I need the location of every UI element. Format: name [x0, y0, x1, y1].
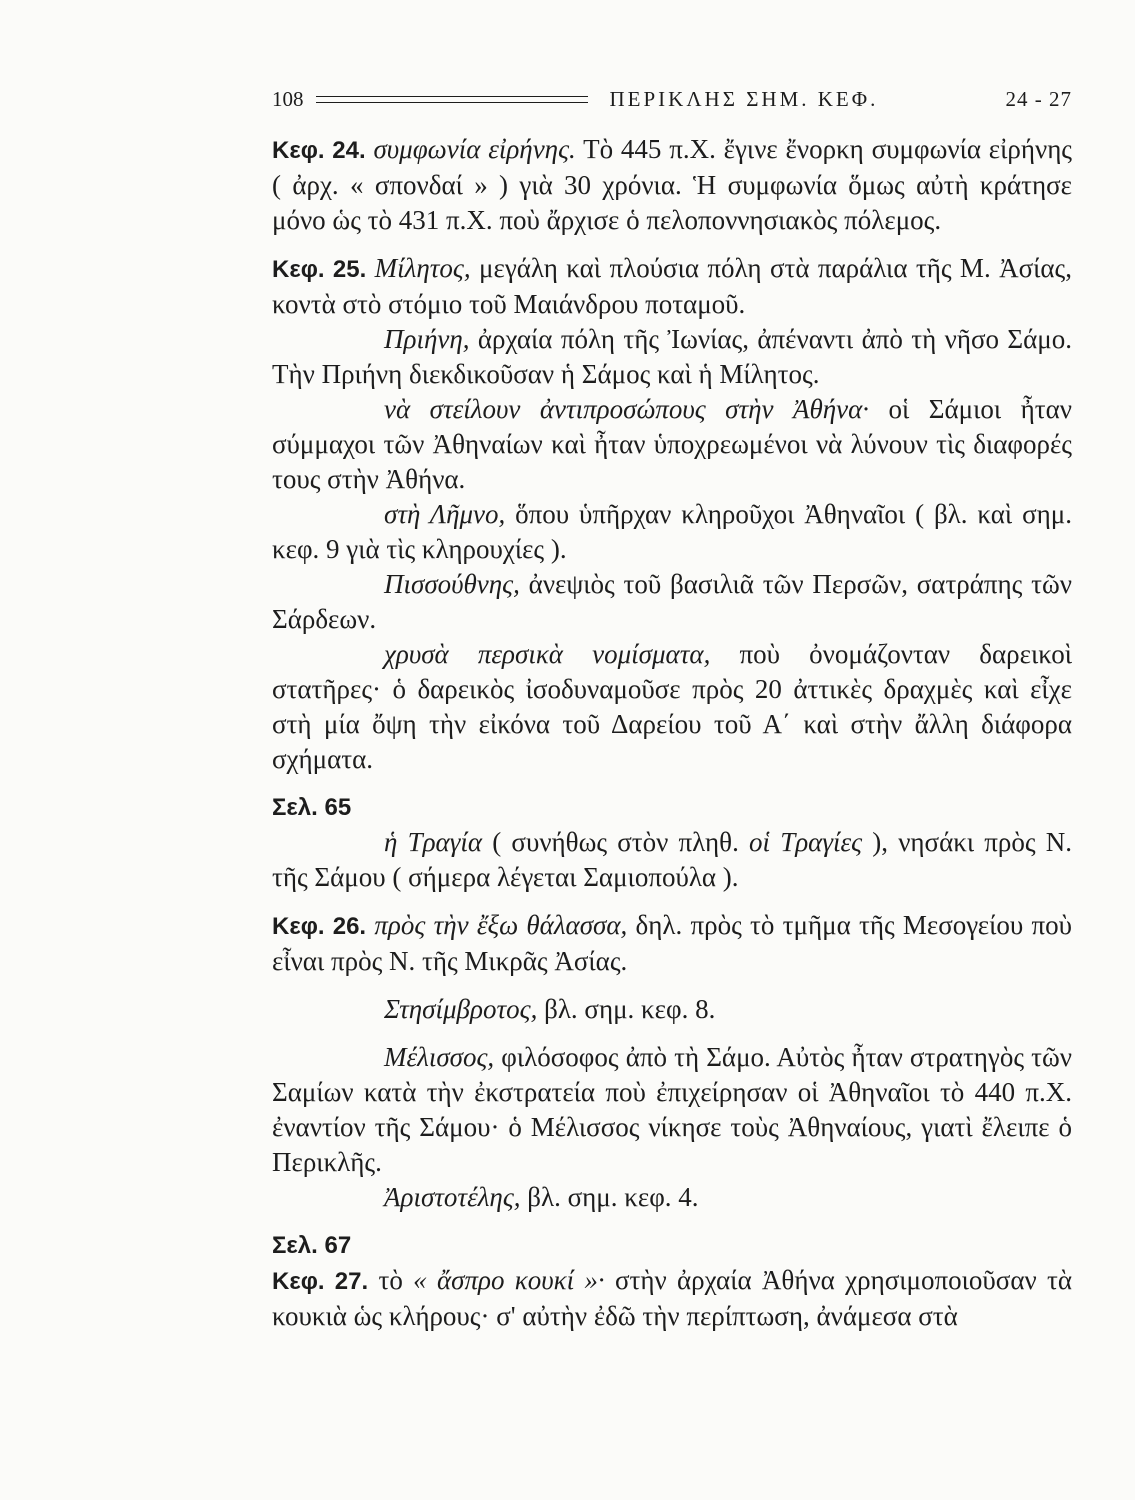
note-chapter-25 [272, 251, 1072, 322]
chapter-ref: Κεφ. 27. [272, 1268, 369, 1295]
note-text: βλ. σημ. κεφ. 4. [520, 1182, 699, 1212]
note-term: Πισσούθνης, [384, 569, 520, 599]
note-chapter-27 [272, 1263, 1072, 1334]
note-term: Πριήνη, [384, 324, 470, 354]
note-term: Στησίμβροτος, [384, 994, 538, 1024]
note-term: Μίλητος, [374, 253, 471, 283]
running-title: ΠΕΡΙΚΛΗΣ ΣΗΜ. ΚΕΦ. [609, 86, 879, 111]
note-text: δηλ. πρὸς τὸ τμῆμα τῆς Μεσογείου ποὺ εἶναι πρὸς Ν. τῆς Μικρᾶς Ἀσίας. [272, 910, 1072, 976]
note-term: συμφωνία εἰρήνης. [373, 134, 576, 164]
note-text: Τὸ 445 π.Χ. ἔγινε ἔνορκη συμφωνία εἰρήνης ( ἀρχ. « σπονδαί » ) γιὰ 30 χρόνια. Ἡ συμφωνία ὅμως αὐτὴ κράτησε μόνο ὡς τὸ 431 π.Χ. ποὺ ἄρχισε ὁ πελοποννησιακὸς πόλεμος. [272, 134, 1073, 235]
note-text: στὴν ἀρχαία Ἀθήνα χρησιμοποιοῦσαν τὰ κουκιὰ ὡς κλήρους· σ' αὐτὴν ἐδῶ τὴν περίπτωση, ἀνάμεσα στὰ [272, 1265, 1073, 1331]
chapter-ref: Κεφ. 26. [272, 913, 367, 940]
page-ref-65: Σελ. 65 [272, 794, 352, 821]
note-term: στὴ Λῆμνο, [384, 499, 506, 529]
note-text: βλ. σημ. κεφ. 8. [537, 994, 716, 1024]
note-term: « ἄσπρο κουκί »· [413, 1265, 605, 1295]
note-text: μεγάλη καὶ πλούσια πόλη στὰ παράλια τῆς Μ. Ἀσίας, κοντὰ στὸ στόμιο τοῦ Μαιάνδρου ποταμοῦ. [272, 253, 1073, 319]
note-pissouthnis [272, 567, 1072, 637]
note-text: ἀρχαία πόλη τῆς Ἰωνίας, ἀπέναντι ἀπὸ τὴ νῆσο Σάμο. Τὴν Πριήνη διεκδικοῦσαν ἡ Σάμος καὶ ἡ Μίλητος. [272, 324, 1072, 389]
note-aristotelis [272, 1180, 1072, 1215]
note-tragia [272, 825, 1072, 895]
header-rule [316, 96, 588, 103]
chapter-ref: Κεφ. 25. [272, 256, 367, 283]
chapter-range: 24 - 27 [1005, 86, 1072, 111]
note-term: οἱ Τραγίες [749, 827, 863, 857]
note-chapter-26 [272, 908, 1072, 979]
note-text: ( συνήθως στὸν πληθ. [482, 827, 750, 857]
note-stisimvrotos [272, 992, 1072, 1027]
note-chapter-24 [272, 132, 1072, 238]
note-text: ὅπου ὑπῆρχαν κληροῦχοι Ἀθηναῖοι ( βλ. καὶ σημ. κεφ. 9 γιὰ τὶς κληρουχίες ). [272, 499, 1072, 564]
note-steiloun [272, 392, 1072, 497]
note-text: ), νησάκι πρὸς Ν. τῆς Σάμου ( σήμερα λέγεται Σαμιοπούλα ). [272, 827, 1073, 892]
chapter-ref: Κεφ. 24. [272, 137, 366, 164]
note-text: οἱ Σάμιοι ἦταν σύμμαχοι τῶν Ἀθηναίων καὶ ἦταν ὑποχρεωμένοι νὰ λύνουν τὶς διαφορές τους στὴν Ἀθήνα. [272, 394, 1072, 494]
notes-body [272, 132, 1072, 1334]
note-text: τὸ [368, 1265, 414, 1295]
note-text: φιλόσοφος ἀπὸ τὴ Σάμο. Αὐτὸς ἦταν στρατηγὸς τῶν Σαμίων κατὰ τὴν ἐκστρατεία ποὺ ἐπιχείρησαν οἱ Ἀθηναῖοι τὸ 440 π.Χ. ἐναντίον τῆς Σάμου· ὁ Μέλισσος νίκησε τοὺς Ἀθηναίους, γιατὶ ἔλειπε ὁ Περικλῆς. [272, 1042, 1072, 1177]
page-ref-67: Σελ. 67 [272, 1232, 352, 1259]
note-term: ἡ Τραγία [384, 827, 483, 857]
note-term: νὰ στείλουν ἀντιπροσώπους στὴν Ἀθήνα· [384, 394, 870, 424]
note-term: χρυσὰ περσικὰ νομίσματα, [384, 639, 711, 669]
note-melissos [272, 1040, 1072, 1180]
page-number: 108 [272, 86, 304, 111]
note-text: ἀνεψιὸς τοῦ βασιλιᾶ τῶν Περσῶν, σατράπης τῶν Σάρδεων. [272, 569, 1072, 634]
note-term: Ἀριστοτέλης, [384, 1182, 521, 1212]
note-term: πρὸς τὴν ἔξω θάλασσα, [374, 910, 628, 940]
note-term: Μέλισσος, [384, 1042, 495, 1072]
note-text: ποὺ ὀνομάζονταν δαρεικοὶ στατῆρες· ὁ δαρεικὸς ἰσοδυναμοῦσε πρὸς 20 ἀττικὲς δραχμὲς καὶ εἶχε στὴ μία ὄψη τὴν εἰκόνα τοῦ Δαρείου τοῦ Α΄ καὶ στὴν ἄλλη διάφορα σχήματα. [272, 639, 1073, 774]
note-priini [272, 322, 1072, 392]
note-chrysa [272, 637, 1072, 777]
note-limno [272, 497, 1072, 567]
running-header [272, 84, 1072, 114]
